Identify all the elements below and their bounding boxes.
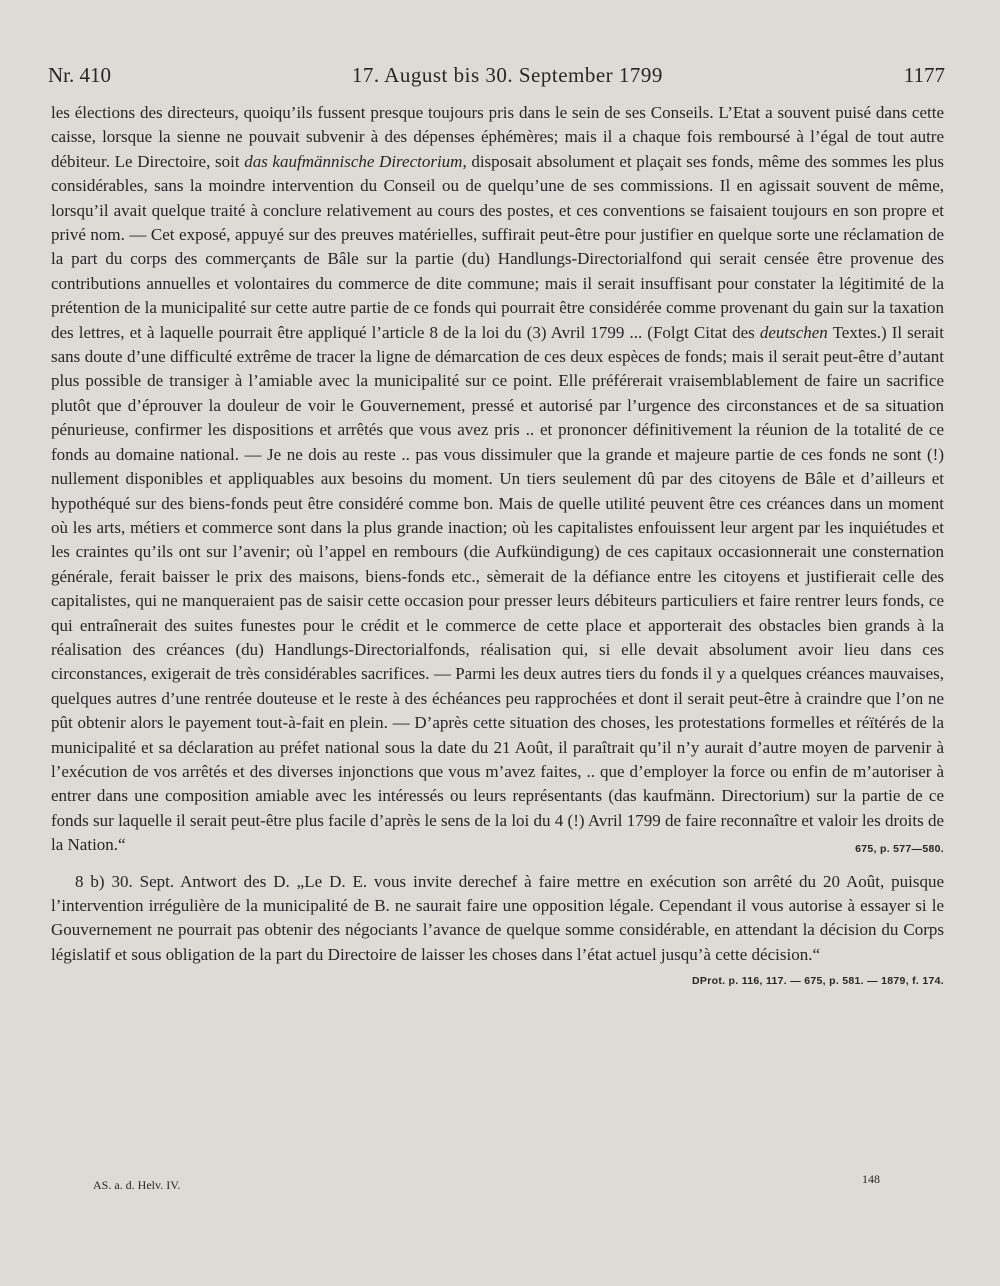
italic-term: das kaufmännische Directorium (244, 151, 463, 171)
paragraph-continued (51, 101, 944, 858)
text-run: les élections des directeurs, quoiqu’ils fussent presque toujours pris dans le sein de ses Conseils. L’Etat a souvent puisé dans cette caisse, lorsque la sienne ne pouvait subvenir à des dépenses éphémères; mais il a chaque fois remboursé à l’égal de tout autre débiteur. Le Directoire, soit (51, 103, 944, 171)
page-number: 1177 (903, 63, 945, 87)
header-title: 17. August bis 30. September 1799 (351, 63, 663, 87)
text-run: Textes.) Il serait sans doute d’une difficulté extrême de tracer la ligne de démarcation de ces deux espèces de fonds; mais il serait peut-être d’autant plus possible de transiger à l’amiable avec la municipalité sur ce point. Elle préférerait vraisemblablement de faire un sacrifice plutôt que d’éprouver la douleur de voir le Gouvernement, pressé et autorisé par l’urgence des circonstances et de sa situation pénurieuse, confirmer les dispositions et arrêtés que vous avez pris .. et prononcer définitivement la réunion de la totalité de ce fonds au domaine national. — Je ne dois au reste .. pas vous dissimuler que la grande et majeure partie de ces fonds ne sont (!) nullement disponibles et appliquables aux besoins du moment. Un tiers seulement dû par des citoyens de Bâle et d’ailleurs et hypothéqué sur des biens-fonds peut être considéré comme bon. Mais de quelle utilité peuvent être ces créances dans un moment où les arts, métiers et commerce sont dans la plus grande inaction; où les capitalistes enfouissent leur argent par les inquiétudes et les craintes qu’ils ont sur l’avenir; où l’appel en rembours (die Aufkündigung) de ces capitaux occasionnerait une consternation générale, ferait baisser le prix des maisons, biens-fonds etc., sèmerait de la défiance entre les citoyens et justifierait celle des capitalistes, qui ne manqueraient pas de saisir cette occasion pour presser leurs débiteurs particuliers et faire rentrer leurs fonds, ce qui entraînerait des suites funestes pour le crédit et le commerce de cette place et apporterait des obstacles bien grands à la réalisation des créances (du) Handlungs-Directorialfonds, réalisation qui, si elle devait absolument avoir lieu dans ces circonstances, exigerait de très considérables sacrifices. — Parmi les deux autres tiers du fonds il y a quelques créances mauvaises, quelques autres d’une rentrée douteuse et le reste à des échéances peu rapprochées et dont il serait peut-être à craindre que l’on ne pût obtenir alors le payement tout-à-fait en plein. — D’après cette situation des choses, les protestations formelles et réïtérés de la municipalité et sa déclaration au préfet national sous la date du 21 Août, il paraîtrait qu’il n’y aurait d’autre moyen de parvenir à l’exécution de vos arrêtés et des diverses injonctions que vous m’avez faites, .. que d’employer la force ou enfin de m’autoriser à entrer dans une composition amiable avec les intéressés ou leurs représentants (das kaufmänn. Directorium) sur la partie de ce fonds sur laquelle il serait peut-être plus facile d’après le sens de la loi du 4 (!) Avril 1799 de faire reconnaître et valoir les droits de la Nation.“ (51, 322, 944, 855)
paragraph-8b (51, 870, 944, 968)
sheet-number: 148 (862, 1172, 880, 1186)
source-reference: DProt. p. 116, 117. — 675, p. 581. — 1879, f. 174. (692, 975, 944, 988)
source-reference: 675, p. 577—580. (855, 843, 944, 856)
footer-signature: AS. a. d. Helv. IV. (93, 1178, 181, 1192)
text-run: , disposait absolument et plaçait ses fonds, même des sommes les plus considérables, sans la moindre intervention du Conseil ou de quelqu’une de ses commissions. Il en agissait souvent de même, lorsqu’il avait quelque traité à conclure relativement au cours des postes, et ces conventions se faisaient toujours en son propre et privé nom. — Cet exposé, appuyé sur des preuves matérielles, suffirait peut-être pour justifier en quelque sorte une réclamation de la part du corps des commerçants de Bâle sur la partie (du) Handlungs-Directorialfond qui serait censée être provenue des contributions annuelles et volontaires du commerce de dite commune; mais il serait insuffisant pour constater la légitimité de la prétention de la municipalité sur cette autre partie de ce fonds qui pourrait être considérée comme provenant du gain sur la taxation des lettres, et à laquelle pourrait être appliqué l’article 8 de la loi du (3) Avril 1799 ... (Folgt Citat des (51, 151, 944, 342)
document-number: Nr. 410 (48, 63, 111, 87)
body-text (51, 101, 944, 994)
italic-term: deutschen (759, 322, 828, 342)
running-header (48, 63, 945, 88)
text-run: 8 b) 30. Sept. Antwort des D. „Le D. E. vous invite derechef à faire mettre en exécution son arrêté du 20 Août, puisque l’intervention irrégulière de la municipalité de B. ne saurait faire une opposition légale. Cependant il vous autorise à essayer si le Gouvernement ne pourrait pas obtenir des négociants l’avance de quelque somme considérable, en attendant la décision du Corps législatif et sous obligation de la part du Directoire de laisser les choses dans l’état actuel jusqu’à cette décision.“ (51, 871, 944, 964)
